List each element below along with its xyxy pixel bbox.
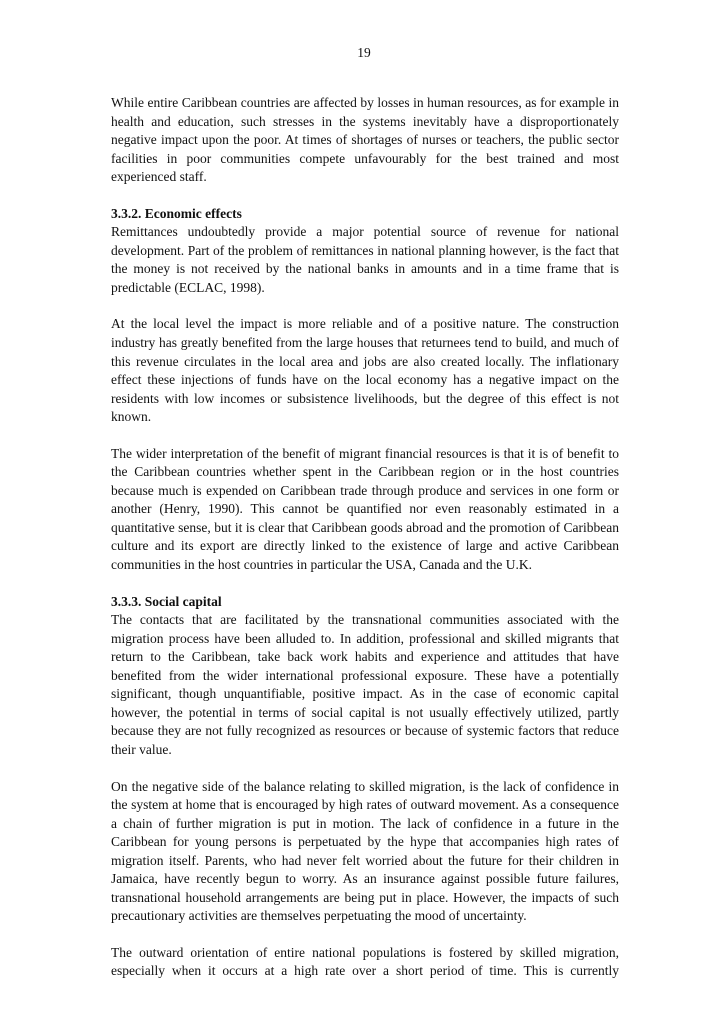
economic-paragraph-2: At the local level the impact is more reliable and of a positive nature. The construction industry has greatly benefited from the large houses that returnees tend to build, and much of this revenue circulates in the local area and jobs are also created locally. The inflationary effect these injections of funds have on the local economy has a negative impact on the residents with low incomes or subsistence livelihoods, but the degree of this effect is not known. (111, 316, 619, 425)
economic-effects-section (111, 205, 619, 298)
section-heading-economic-effects: 3.3.2. Economic effects (111, 205, 242, 221)
economic-paragraph-1: Remittances undoubtedly provide a major potential source of revenue for national development. Part of the problem of remittances in national planning however, is the fact that the money is not received by the national banks in amounts and in a time frame that is predictable (ECLAC, 1998). (111, 224, 619, 295)
document-body (111, 94, 619, 999)
intro-paragraph: While entire Caribbean countries are affected by losses in human resources, as for example in health and education, such stresses in the systems inevitably have a disproportionately negative impact upon the poor. At times of shortages of nurses or teachers, the public sector facilities in poor communities compete unfavourably for the best trained and most experienced staff. (111, 95, 619, 185)
social-paragraph-1: The contacts that are facilitated by the transnational communities associated with the migration process have been alluded to. In addition, professional and skilled migrants that return to the Caribbean, take back work habits and experience and attitudes that have benefited from the wider international professional exposure. These have a potentially significant, though unquantifiable, positive impact. As in the case of economic capital however, the potential in terms of social capital is not usually effectively utilized, partly because they are not fully recognized as resources or because of systemic factors that reduce their value. (111, 612, 619, 757)
social-paragraph-2: On the negative side of the balance relating to skilled migration, is the lack of confidence in the system at home that is encouraged by high rates of outward movement. As a consequence a chain of further migration is put in motion. The lack of confidence in a future in the Caribbean for young persons is perpetuated by the hype that accompanies high rates of migration itself. Parents, who had never felt worried about the future for their children in Jamaica, have recently begun to worry. As an insurance against possible future failures, transnational household arrangements are being put in place. However, the impacts of such precautionary activities are themselves perpetuating the mood of uncertainty. (111, 778, 619, 924)
economic-paragraph-3: The wider interpretation of the benefit of migrant financial resources is that it is of benefit to the Caribbean countries whether spent in the Caribbean region or in the host countries because much is expended on Caribbean trade through produce and services in one form or another (Henry, 1990). This cannot be quantified nor even reasonably estimated in a quantitative sense, but it is clear that Caribbean goods abroad and the promotion of Caribbean culture and its export are directly linked to the existence of large and active Caribbean communities in the host countries in particular the USA, Canada and the U.K. (111, 445, 619, 573)
social-paragraph-3: The outward orientation of entire national populations is fostered by skilled migration, especially when it occurs at a high rate over a short period of time. This is currently (111, 944, 619, 979)
social-capital-section (111, 593, 619, 760)
page-number: 19 (357, 45, 371, 60)
section-heading-social-capital: 3.3.3. Social capital (111, 593, 222, 609)
